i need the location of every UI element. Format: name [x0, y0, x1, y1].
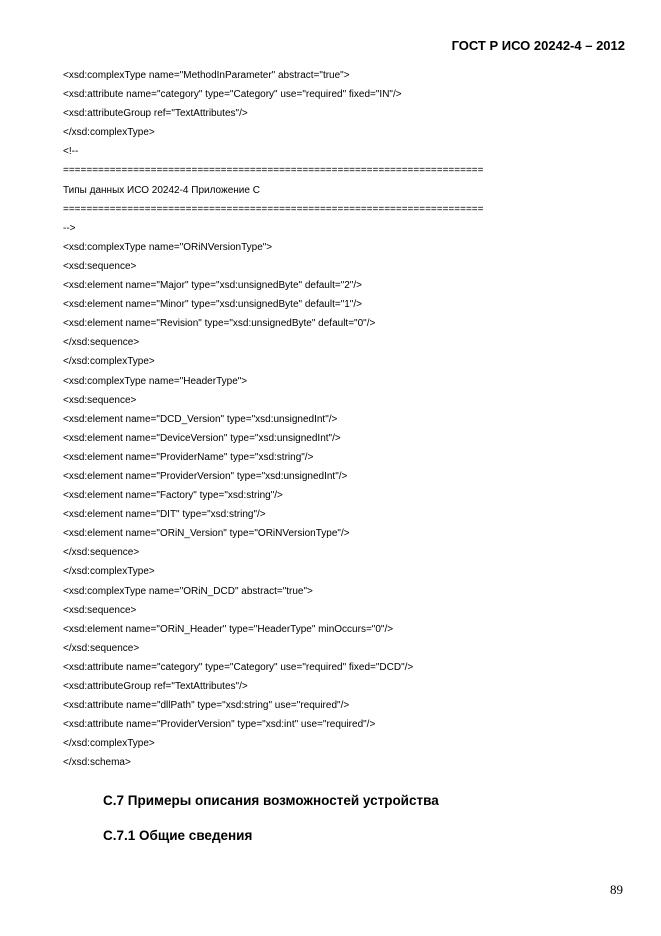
code-line: <xsd:sequence>	[63, 604, 137, 616]
code-line: <xsd:element name="Revision" type="xsd:unsignedByte" default="0"/>	[63, 318, 376, 330]
code-line: <xsd:element name="Major" type="xsd:unsignedByte" default="2"/>	[63, 280, 362, 292]
code-line: <xsd:sequence>	[63, 260, 137, 272]
code-line: </xsd:complexType>	[63, 566, 155, 578]
code-line: <!--	[63, 146, 79, 158]
code-line: </xsd:sequence>	[63, 547, 140, 559]
code-line: <xsd:element name="DIT" type="xsd:string"/>	[63, 509, 266, 521]
code-line: <xsd:attributeGroup ref="TextAttributes"/>	[63, 108, 248, 120]
code-line: <xsd:sequence>	[63, 394, 137, 406]
code-line: -->	[63, 222, 76, 234]
code-line: </xsd:sequence>	[63, 337, 140, 349]
code-line: <xsd:element name="Factory" type="xsd:string"/>	[63, 490, 283, 502]
code-line: </xsd:sequence>	[63, 642, 140, 654]
code-line: <xsd:attribute name="category" type="Category" use="required" fixed="IN"/>	[63, 89, 402, 101]
page-number: 89	[610, 882, 623, 897]
xsd-code-listing	[63, 66, 563, 772]
code-line: <xsd:complexType name="ORiN_DCD" abstract="true">	[63, 585, 313, 597]
code-line: <xsd:element name="ORiN_Header" type="HeaderType" minOccurs="0"/>	[63, 623, 394, 635]
code-line: </xsd:complexType>	[63, 738, 155, 750]
section-heading-c7-1: C.7.1 Общие сведения	[103, 828, 253, 843]
code-line: ========================================================================	[63, 203, 484, 215]
code-line: <xsd:attribute name="category" type="Category" use="required" fixed="DCD"/>	[63, 661, 414, 673]
code-line: <xsd:element name="DeviceVersion" type="xsd:unsignedInt"/>	[63, 432, 341, 444]
code-line: <xsd:complexType name="MethodInParameter" abstract="true">	[63, 70, 350, 81]
document-header: ГОСТ Р ИСО 20242-4 – 2012	[451, 38, 625, 53]
code-line: <xsd:attribute name="dllPath" type="xsd:string" use="required"/>	[63, 700, 350, 712]
section-heading-c7: C.7 Примеры описания возможностей устройства	[103, 793, 439, 808]
code-line: <xsd:element name="Minor" type="xsd:unsignedByte" default="1"/>	[63, 299, 362, 311]
code-line: Типы данных ИСО 20242-4 Приложение C	[63, 184, 260, 196]
code-line: <xsd:complexType name="ORiNVersionType">	[63, 241, 273, 253]
code-line: <xsd:element name="DCD_Version" type="xsd:unsignedInt"/>	[63, 413, 338, 425]
code-line: <xsd:element name="ProviderName" type="xsd:string"/>	[63, 451, 314, 463]
code-line: <xsd:attributeGroup ref="TextAttributes"/>	[63, 681, 248, 692]
code-line: <xsd:attribute name="ProviderVersion" type="xsd:int" use="required"/>	[63, 719, 376, 731]
code-line: ========================================================================	[63, 165, 484, 177]
code-line: <xsd:element name="ProviderVersion" type="xsd:unsignedInt"/>	[63, 470, 348, 482]
code-line: </xsd:schema>	[63, 757, 131, 769]
code-line: <xsd:element name="ORiN_Version" type="ORiNVersionType"/>	[63, 528, 350, 540]
code-line: </xsd:complexType>	[63, 127, 155, 139]
code-line: </xsd:complexType>	[63, 356, 155, 368]
code-line: <xsd:complexType name="HeaderType">	[63, 375, 248, 387]
